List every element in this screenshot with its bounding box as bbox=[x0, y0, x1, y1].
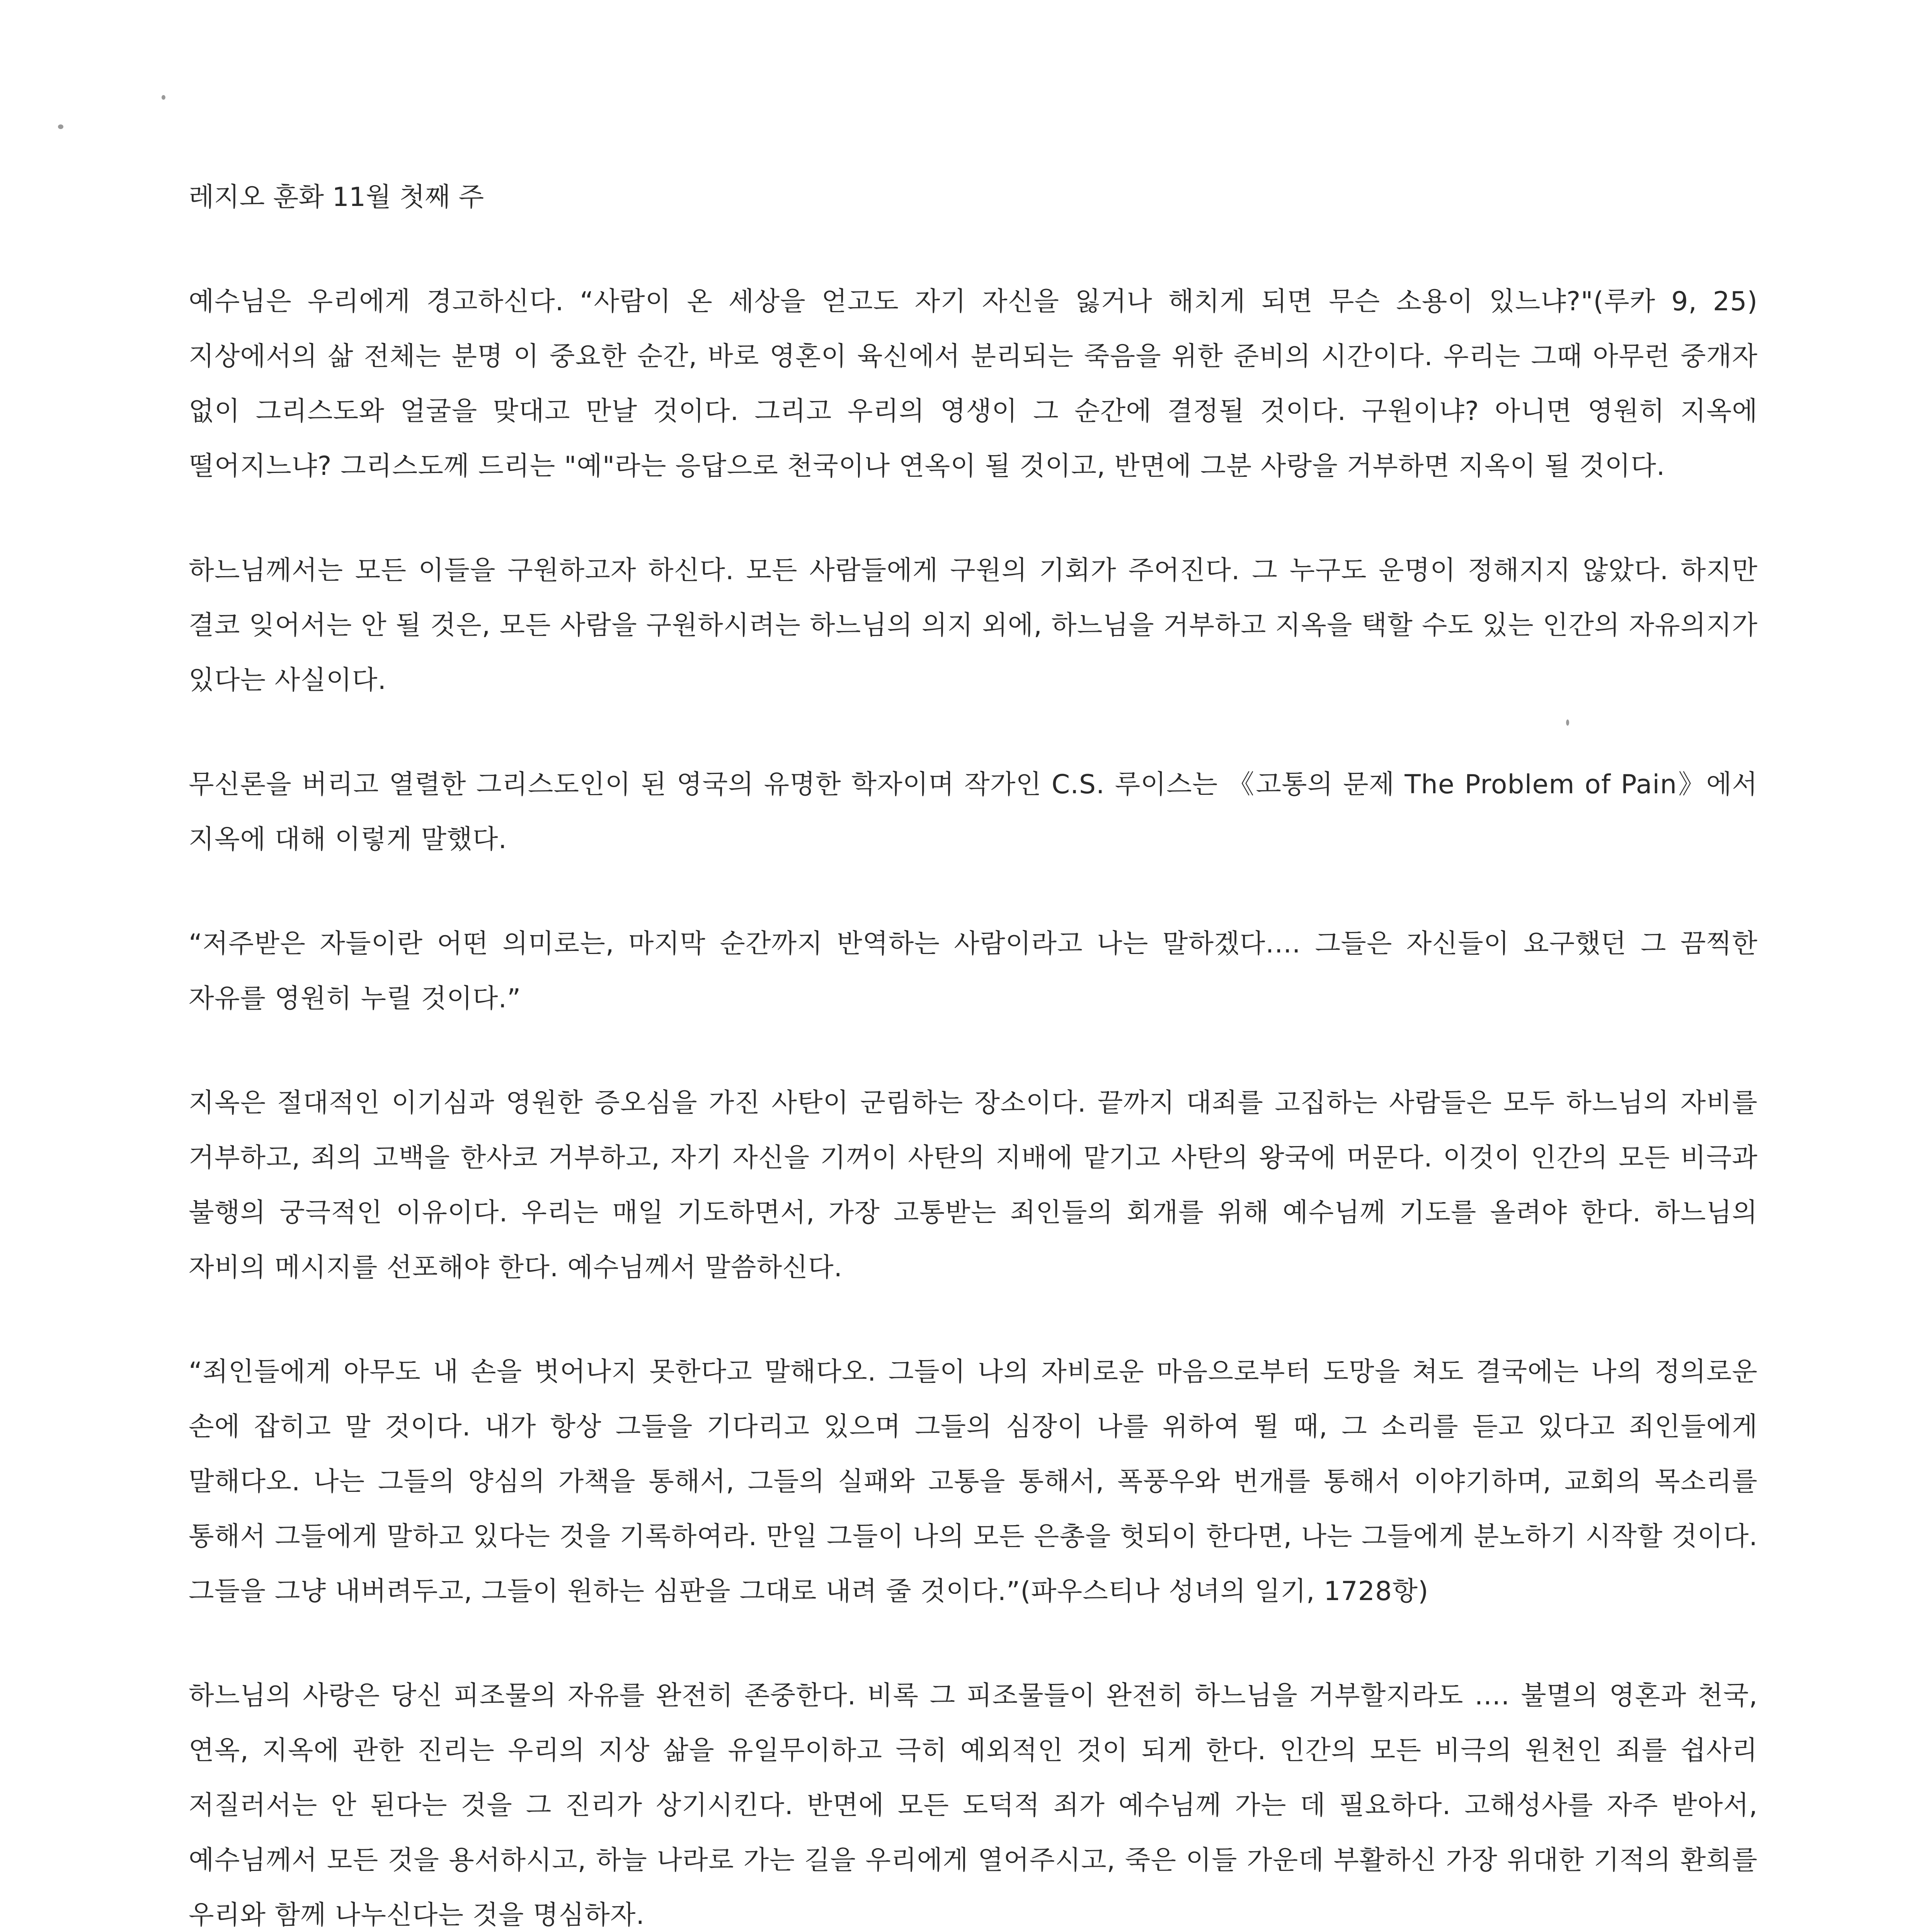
quotation-paragraph: “죄인들에게 아무도 내 손을 벗어나지 못한다고 말해다오. 그들이 나의 자비로운 마음으로부터 도망을 쳐도 결국에는 나의 정의로운 손에 잡히고 말 것이다. 내가 항상 그들을 기다리고 있으며 그들의 심장이 나를 위하여 뛸 때, 그 소리를 듣고 있다고 죄인들에게 말해다오. 나는 그들의 양심의 가책을 통해서, 그들의 실패와 고통을 통해서, 폭풍우와 번개를 통해서 이야기하며, 교회의 목소리를 통해서 그들에게 말하고 있다는 것을 기록하여라. 만일 그들이 나의 모든 은총을 헛되이 한다면, 나는 그들에게 분노하기 시작할 것이다. 그들을 그냥 내버려두고, 그들이 원하는 심판을 그대로 내려 줄 것이다.”(파우스티나 성녀의 일기, 1728항) bbox=[189, 1357, 1758, 1607]
document-title: 레지오 훈화 11월 첫째 주 bbox=[189, 182, 484, 213]
document-page bbox=[189, 170, 1758, 1932]
paragraph: 하느님께서는 모든 이들을 구원하고자 하신다. 모든 사람들에게 구원의 기회가 주어진다. 그 누구도 운명이 정해지지 않았다. 하지만 결코 잊어서는 안 될 것은, 모든 사람을 구원하시려는 하느님의 의지 외에, 하느님을 거부하고 지옥을 택할 수도 있는 인간의 자유의지가 있다는 사실이다. bbox=[189, 555, 1758, 696]
paragraph: 무신론을 버리고 열렬한 그리스도인이 된 영국의 유명한 학자이며 작가인 C.S. 루이스는 《고통의 문제 The Problem of Pain》에서 지옥에 대해 이렇게 말했다. bbox=[189, 769, 1758, 855]
paragraph: 예수님은 우리에게 경고하신다. “사람이 온 세상을 얻고도 자기 자신을 잃거나 해치게 되면 무슨 소용이 있느냐?"(루카 9, 25) 지상에서의 삶 전체는 분명 이 중요한 순간, 바로 영혼이 육신에서 분리되는 죽음을 위한 준비의 시간이다. 우리는 그때 아무런 중개자 없이 그리스도와 얼굴을 맞대고 만날 것이다. 그리고 우리의 영생이 그 순간에 결정될 것이다. 구원이냐? 아니면 영원히 지옥에 떨어지느냐? 그리스도께 드리는 "예"라는 응답으로 천국이나 연옥이 될 것이고, 반면에 그분 사랑을 거부하면 지옥이 될 것이다. bbox=[189, 286, 1758, 481]
scan-speck bbox=[162, 95, 165, 100]
scan-speck bbox=[58, 124, 63, 129]
paragraph: 하느님의 사랑은 당신 피조물의 자유를 완전히 존중한다. 비록 그 피조물들이 완전히 하느님을 거부할지라도 …. 불멸의 영혼과 천국, 연옥, 지옥에 관한 진리는 우리의 지상 삶을 유일무이하고 극히 예외적인 것이 되게 한다. 인간의 모든 비극의 원천인 죄를 쉽사리 저질러서는 안 된다는 것을 그 진리가 상기시킨다. 반면에 모든 도덕적 죄가 예수님께 가는 데 필요하다. 고해성사를 자주 받아서, 예수님께서 모든 것을 용서하시고, 하늘 나라로 가는 길을 우리에게 열어주시고, 죽은 이들 가운데 부활하신 가장 위대한 기적의 환희를 우리와 함께 나누신다는 것을 명심하자. bbox=[189, 1680, 1758, 1930]
quotation-paragraph: “저주받은 자들이란 어떤 의미로는, 마지막 순간까지 반역하는 사람이라고 나는 말하겠다.… 그들은 자신들이 요구했던 그 끔찍한 자유를 영원히 누릴 것이다.” bbox=[189, 929, 1758, 1014]
paragraph: 지옥은 절대적인 이기심과 영원한 증오심을 가진 사탄이 군림하는 장소이다. 끝까지 대죄를 고집하는 사람들은 모두 하느님의 자비를 거부하고, 죄의 고백을 한사코 거부하고, 자기 자신을 기꺼이 사탄의 지배에 맡기고 사탄의 왕국에 머문다. 이것이 인간의 모든 비극과 불행의 궁극적인 이유이다. 우리는 매일 기도하면서, 가장 고통받는 죄인들의 회개를 위해 예수님께 기도를 올려야 한다. 하느님의 자비의 메시지를 선포해야 한다. 예수님께서 말씀하신다. bbox=[189, 1088, 1758, 1283]
